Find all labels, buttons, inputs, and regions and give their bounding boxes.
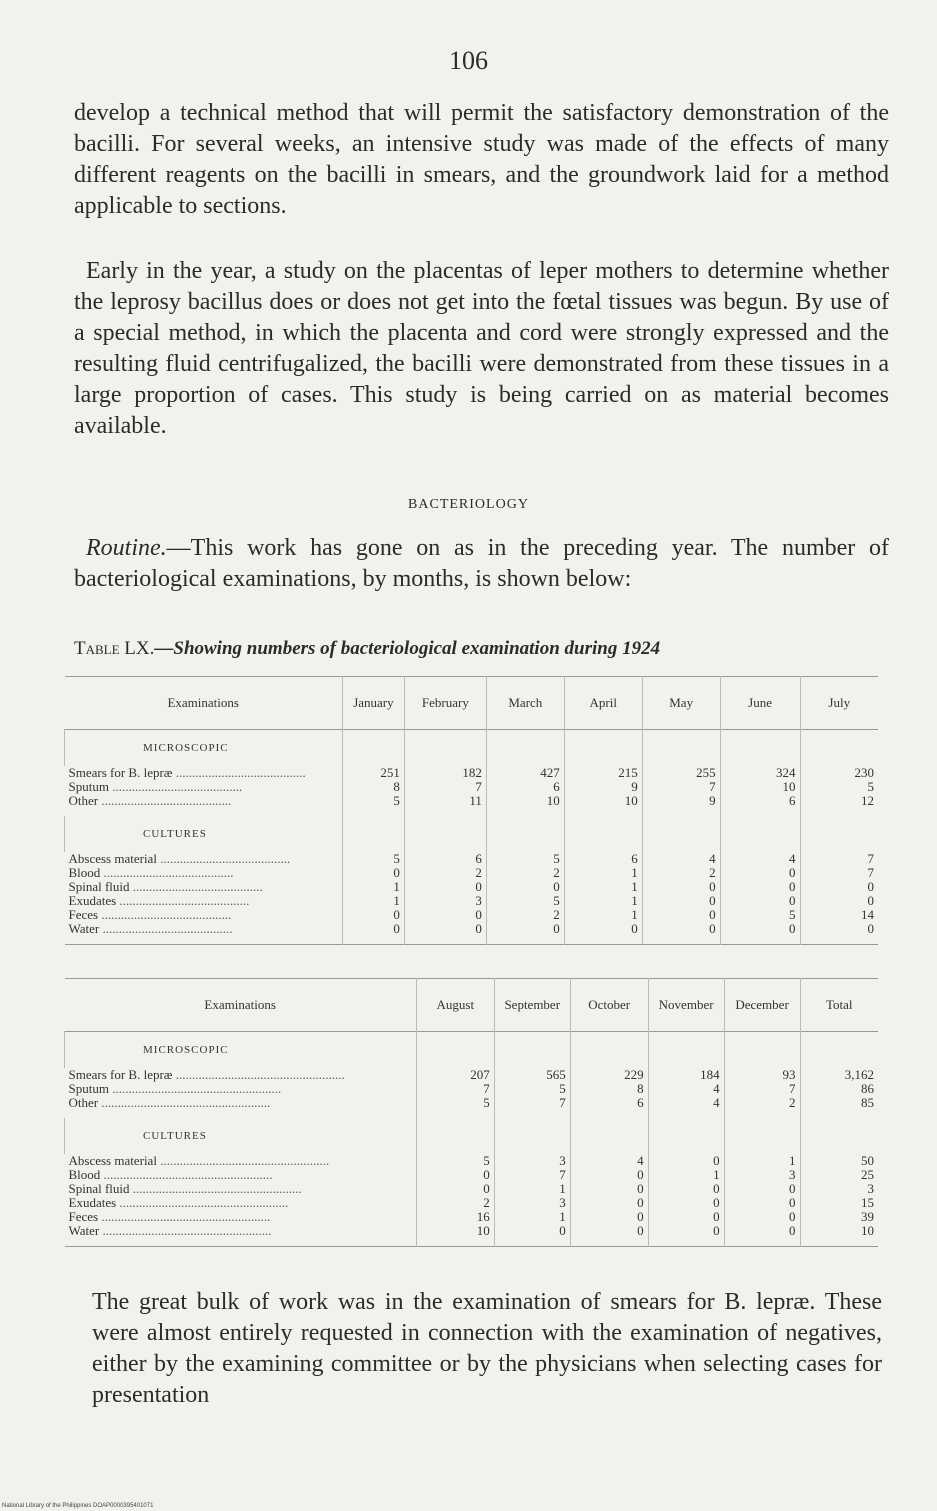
paragraph-smears: The great bulk of work was in the examination of smears for B. lepræ. These were almost entirely requested in connection with the examination of negatives, either by the examining committee or by the physicians when selecting cases for presentation [92,1289,882,1408]
column-header-examinations: Examinations [167,695,239,710]
table-cell: 5 [494,1082,570,1096]
table-cell: 10 [416,1224,494,1247]
column-header-august: August [416,979,494,1032]
column-header-february: February [404,677,486,730]
table-cell: 0 [642,908,720,922]
table-row [65,1224,879,1247]
table-cell: 7 [642,780,720,794]
table-cell: 10 [800,1224,878,1247]
table-cell: 0 [404,922,486,945]
table-cell: 4 [642,852,720,866]
table-cell: 1 [494,1182,570,1196]
table-cell: 0 [800,880,878,894]
table-caption [74,638,889,660]
table-cell: 0 [486,880,564,894]
table-cell: 5 [416,1154,494,1168]
table-title: —Showing numbers of bacteriological examination during 1924 [154,638,661,659]
table-cell: 0 [724,1182,800,1196]
section-heading: BACTERIOLOGY [408,497,529,512]
table-cell: 10 [486,794,564,816]
table-cell: 0 [720,880,800,894]
row-label: Other .................................................... [68,1096,271,1110]
table-row [65,1182,879,1196]
table-cell: 1 [564,880,642,894]
table-cell: 0 [570,1168,648,1182]
row-label: Exudates ........................................ [68,894,250,908]
table-row [65,780,879,794]
table-cell: 11 [404,794,486,816]
table-body [65,730,879,945]
table-cell: 7 [494,1168,570,1182]
table-cell: 50 [800,1154,878,1168]
group-label: CULTURES [65,816,343,852]
table-cell: 16 [416,1210,494,1224]
paragraph-placenta-text: Early in the year, a study on the placentas of leper mothers to determine whether the leprosy bacillus does or does not get into the fœtal tissues was begun. By use of a special method, in which the placenta and cord were strongly expressed and the resulting fluid centrifugalized, the bacilli were demonstrated from these tissues in a large proportion of cases. This study is being carried on as material becomes available. [74,258,889,439]
table-cell: 15 [800,1196,878,1210]
table-cell: 6 [404,852,486,866]
table-cell: 7 [404,780,486,794]
table-cell: 0 [570,1224,648,1247]
table-group-row [65,730,879,767]
column-header-september: September [494,979,570,1032]
table-cell: 0 [570,1210,648,1224]
table-cell: 5 [342,852,404,866]
table-cell: 3 [494,1196,570,1210]
table-cell: 0 [724,1196,800,1210]
table-cell: 1 [564,866,642,880]
table-cell: 2 [486,908,564,922]
table-aug-total [64,978,878,1247]
table-cell: 10 [720,780,800,794]
column-header-june: June [720,677,800,730]
table-row [65,852,879,866]
table-cell: 2 [724,1096,800,1118]
column-header-examinations: Examinations [204,997,276,1012]
table-cell: 0 [648,1182,724,1196]
table-cell: 6 [720,794,800,816]
table-cell: 85 [800,1096,878,1118]
table-label: Table LX. [74,638,155,659]
table-cell: 6 [570,1096,648,1118]
table-cell: 0 [720,922,800,945]
row-label: Sputum .................................................... [68,1082,282,1096]
group-label: CULTURES [65,1118,417,1154]
table-cell: 86 [800,1082,878,1096]
table-cell: 6 [564,852,642,866]
table-cell: 0 [724,1224,800,1247]
table-cell: 565 [494,1068,570,1082]
row-label: Exudates .................................................... [68,1196,289,1210]
table-cell: 1 [564,894,642,908]
column-header-november: November [648,979,724,1032]
table-cell: 3,162 [800,1068,878,1082]
table-cell: 0 [648,1154,724,1168]
table-body [65,1032,879,1247]
table-cell: 0 [342,922,404,945]
column-header-january: January [342,677,404,730]
table-cell: 215 [564,766,642,780]
table-cell: 251 [342,766,404,780]
table-cell: 4 [648,1082,724,1096]
table-cell: 3 [494,1154,570,1168]
table-cell: 182 [404,766,486,780]
table-cell: 5 [416,1096,494,1118]
table-cell: 5 [486,894,564,908]
table-cell: 0 [642,894,720,908]
column-header-october: October [570,979,648,1032]
table-cell: 7 [724,1082,800,1096]
table-cell: 0 [404,880,486,894]
table-cell: 255 [642,766,720,780]
table-row [65,766,879,780]
table-row [65,1168,879,1182]
group-label: MICROSCOPIC [65,1032,417,1069]
table-cell: 0 [416,1168,494,1182]
table-cell: 2 [486,866,564,880]
routine-lead: Routine. [86,535,167,561]
column-header-april: April [564,677,642,730]
routine-text: —This work has gone on as in the preceding year. The number of bacteriological examinations, by months, is shown below: [74,535,889,592]
paragraph-continued: develop a technical method that will permit the satisfactory demonstration of the bacilli. For several weeks, an intensive study was made of the effects of many different reagents on the bacilli in smears, and the groundwork laid for a method applicable to sections. [74,100,889,219]
table-cell: 207 [416,1068,494,1082]
row-label: Blood .................................................... [68,1168,273,1182]
row-label: Abscess material ........................................ [68,852,291,866]
table-cell: 1 [648,1168,724,1182]
table-cell: 0 [720,866,800,880]
table-cell: 0 [642,880,720,894]
table-cell: 230 [800,766,878,780]
row-label: Sputum ........................................ [68,780,243,794]
table-cell: 0 [724,1210,800,1224]
table-group-row [65,1032,879,1069]
table-cell: 4 [648,1096,724,1118]
table-cell: 2 [404,866,486,880]
table-cell: 324 [720,766,800,780]
table-cell: 5 [800,780,878,794]
table-cell: 5 [720,908,800,922]
row-label: Smears for B. lepræ ........................................ [68,766,306,780]
table-cell: 10 [564,794,642,816]
table-group-row [65,1118,879,1154]
table-cell: 0 [800,894,878,908]
row-label: Smears for B. lepræ .................................................... [68,1068,345,1082]
table-cell: 1 [342,894,404,908]
table-cell: 0 [342,908,404,922]
table-cell: 93 [724,1068,800,1082]
table-row [65,1068,879,1082]
table-cell: 6 [486,780,564,794]
table-cell: 1 [494,1210,570,1224]
table-cell: 0 [404,908,486,922]
row-label: Other ........................................ [68,794,232,808]
table-cell: 5 [342,794,404,816]
group-label: MICROSCOPIC [65,730,343,767]
table-cell: 5 [486,852,564,866]
column-header-march: March [486,677,564,730]
table-cell: 229 [570,1068,648,1082]
row-label: Spinal fluid ........................................ [68,880,263,894]
table-row [65,1096,879,1118]
table-cell: 4 [570,1154,648,1168]
table-cell: 1 [342,880,404,894]
table-row [65,922,879,945]
table-cell: 8 [570,1082,648,1096]
row-label: Feces ........................................ [68,908,232,922]
table-cell: 0 [486,922,564,945]
table-group-row [65,816,879,852]
table-row [65,1210,879,1224]
table-jan-jul [64,676,878,945]
table-cell: 0 [648,1224,724,1247]
table-cell: 0 [564,922,642,945]
table-cell: 0 [642,922,720,945]
table-cell: 0 [494,1224,570,1247]
row-label: Water .................................................... [68,1224,272,1238]
table-cell: 427 [486,766,564,780]
table-cell: 3 [724,1168,800,1182]
row-label: Spinal fluid .................................................... [68,1182,302,1196]
column-header-may: May [642,677,720,730]
column-header-december: December [724,979,800,1032]
table-cell: 1 [564,908,642,922]
table-row [65,880,879,894]
table-header-row [65,677,879,730]
row-label: Feces .................................................... [68,1210,271,1224]
row-label: Blood ........................................ [68,866,234,880]
table-cell: 3 [800,1182,878,1196]
table-row [65,908,879,922]
table-cell: 184 [648,1068,724,1082]
table-cell: 8 [342,780,404,794]
table-cell: 9 [642,794,720,816]
table-cell: 0 [416,1182,494,1196]
table-cell: 0 [648,1210,724,1224]
table-row [65,794,879,816]
table-cell: 2 [416,1196,494,1210]
table-cell: 9 [564,780,642,794]
column-header-july: July [800,677,878,730]
table-cell: 2 [642,866,720,880]
table-cell: 0 [570,1196,648,1210]
table-cell: 0 [570,1182,648,1196]
table-cell: 3 [404,894,486,908]
table-header-row [65,979,879,1032]
table-row [65,1196,879,1210]
table-cell: 7 [800,852,878,866]
table-cell: 12 [800,794,878,816]
paragraph-routine [74,533,889,595]
table-cell: 4 [720,852,800,866]
paragraph-placenta-study [74,256,889,442]
table-row [65,866,879,880]
table-row [65,1154,879,1168]
table-row [65,1082,879,1096]
table-cell: 7 [800,866,878,880]
table-cell: 39 [800,1210,878,1224]
table-cell: 7 [494,1096,570,1118]
table-cell: 0 [648,1196,724,1210]
column-header-total: Total [800,979,878,1032]
table-cell: 0 [342,866,404,880]
table-cell: 7 [416,1082,494,1096]
table-cell: 14 [800,908,878,922]
table-cell: 1 [724,1154,800,1168]
footer-credit: National Library of the Philippines DOAP0000395401071 [2,1503,154,1509]
table-cell: 25 [800,1168,878,1182]
table-cell: 0 [720,894,800,908]
row-label: Abscess material .................................................... [68,1154,330,1168]
row-label: Water ........................................ [68,922,233,936]
table-cell: 0 [800,922,878,945]
table-row [65,894,879,908]
page-number: 106 [449,46,488,75]
